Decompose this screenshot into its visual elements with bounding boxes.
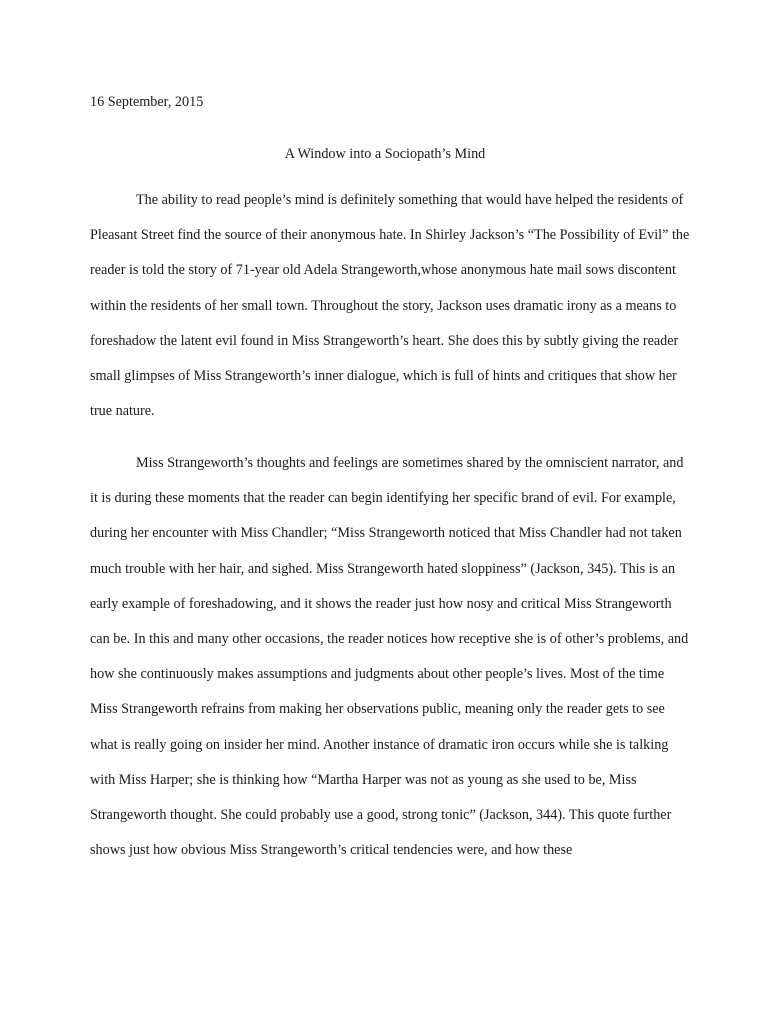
body-paragraph-1: The ability to read people’s mind is definitely something that would have helped the residents of Pleasant Street find the source of their anonymous hate. In Shirley Jackson’s “The Possibility of Evil” the reader is told the story of 71-year old Adela Strangeworth,whose anonymous hate mail sows discontent within the residents of her small town. Throughout the story, Jackson uses dramatic irony as a means to foreshadow the latent evil found in Miss Strangeworth’s heart. She does this by subtly giving the reader small glimpses of Miss Strangeworth’s inner dialogue, which is full of hints and critiques that show her true nature. [90, 192, 690, 420]
essay-date: 16 September, 2015 [90, 94, 204, 110]
body-paragraph-2: Miss Strangeworth’s thoughts and feelings are sometimes shared by the omniscient narrator, and it is during these moments that the reader can begin identifying her specific brand of evil. For example, during her encounter with Miss Chandler; “Miss Strangeworth noticed that Miss Chandler had not taken much trouble with her hair, and sighed. Miss Strangeworth hated sloppiness” (Jackson, 345). This is an early example of foreshadowing, and it shows the reader just how nosy and critical Miss Strangeworth can be. In this and many other occasions, the reader notices how receptive she is of other’s problems, and how she continuously makes assumptions and judgments about other people’s lives. Most of the time Miss Strangeworth refrains from making her observations public, meaning only the reader gets to see what is really going on insider her mind. Another instance of dramatic iron occurs while she is talking with Miss Harper; she is thinking how “Martha Harper was not as young as she used to be, Miss Strangeworth thought. She could probably use a good, strong tonic” (Jackson, 344). This quote further shows just how obvious Miss Strangeworth’s critical tendencies were, and how these [90, 455, 689, 859]
essay-title: A Window into a Sociopath’s Mind [284, 146, 486, 162]
